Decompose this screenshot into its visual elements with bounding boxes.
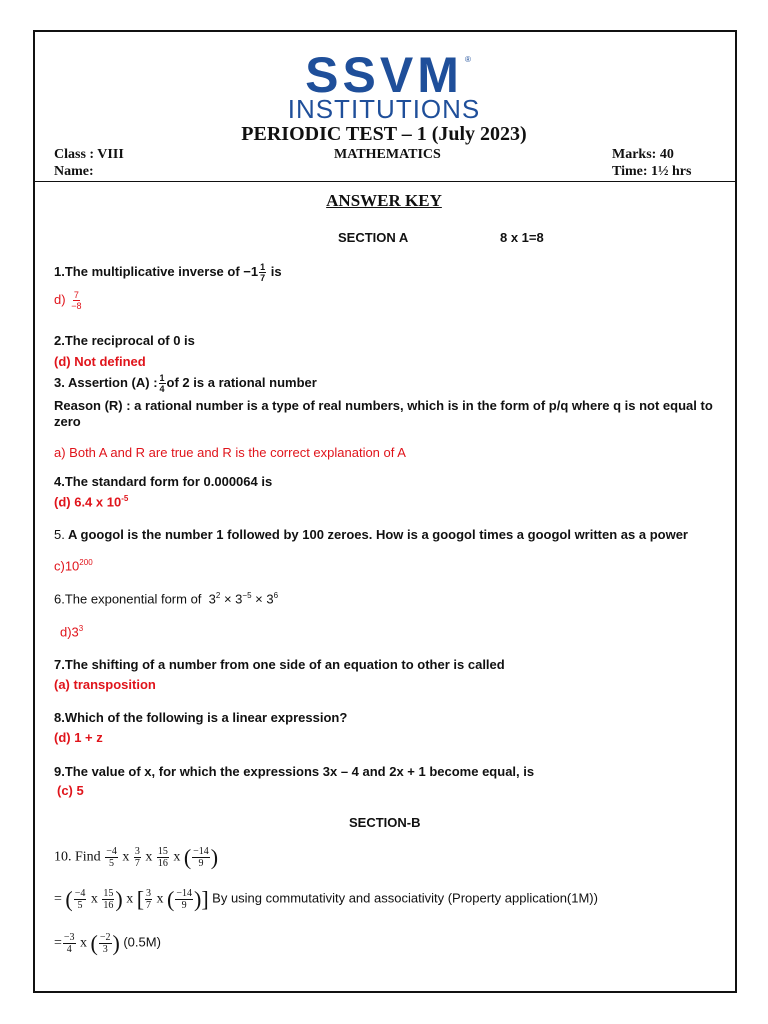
question-2: 2.The reciprocal of 0 is	[54, 333, 195, 348]
question-1: 1.The multiplicative inverse of −1 $\frac{1}{7}$ is	[54, 262, 282, 283]
answer-9: (c) 5	[57, 783, 84, 798]
question-9: 9.The value of x, for which the expressions 3x – 4 and 2x + 1 become equal, is	[54, 764, 535, 779]
time-label: Time: 1½ hrs	[612, 164, 692, 179]
question-7: 7.The shifting of a number from one side of an equation to other is called	[54, 657, 505, 672]
answer-3: a) Both A and R are true and R is the correct explanation of A	[54, 445, 406, 460]
question-5: 5. A googol is the number 1 followed by 100 zeroes. How is a googol times a googol written as a power	[54, 527, 688, 542]
subject-label: MATHEMATICS	[334, 147, 441, 162]
answer-8: (d) 1 + z	[54, 730, 103, 745]
answer-4: (d) 6.4 x $10^{-5}$	[54, 494, 129, 510]
marks-label: Marks: 40	[612, 147, 674, 162]
question-3: 3. Assertion (A) : $\frac{1}{4}$ of 2 is a rational number	[54, 373, 317, 394]
question-10: 10. Find $\frac{-4}{5}$ x $\frac{3}{7}$ x $\frac{15}{16}$ x ( $\frac{-14}{9}$ )	[54, 844, 219, 870]
step-1: = ( $\frac{-4}{5}$ x $\frac{15}{16}$ ) x [ $\frac{3}{7}$ x ( $\frac{-14}{9}$ )] By using commutativity and associativity (Property application(1M))	[54, 886, 598, 912]
test-title: PERIODIC TEST – 1 (July 2023)	[241, 123, 527, 145]
section-a-title: SECTION A	[338, 230, 409, 245]
answer-6: $d)3^3$	[60, 624, 84, 640]
answer-7: (a) transposition	[54, 677, 156, 692]
ssvm-logo: SSVM	[305, 47, 463, 103]
question-8: 8.Which of the following is a linear expression?	[54, 710, 348, 725]
class-label: Class : VIII	[54, 147, 124, 162]
header-divider	[33, 181, 737, 182]
answer-2: (d) Not defined	[54, 354, 146, 369]
answer-5: $c)10^{200}$	[54, 558, 93, 574]
section-b-title: SECTION-B	[349, 815, 421, 830]
question-6: 6.The exponential form of $3^2 \times 3^{-5} \times 3^6$	[54, 591, 279, 607]
step-2: = $\frac{-3}{4}$ x ( $\frac{-2}{3}$ ) (0.5M)	[54, 930, 161, 956]
question-3-reason: Reason (R) : a rational number is a type of real numbers, which is in the form of p/q where q is not equal to zero	[54, 398, 713, 429]
answer-1: d) $\frac{7}{-8}$	[54, 290, 82, 311]
section-a-marks: 8 x 1=8	[500, 230, 544, 245]
answer-key-title: ANSWER KEY	[326, 191, 442, 210]
question-4: 4.The standard form for 0.000064 is	[54, 474, 273, 489]
registered-mark: ®	[465, 55, 471, 64]
name-label: Name:	[54, 164, 94, 179]
institutions-logo-text: INSTITUTIONS	[287, 94, 481, 124]
